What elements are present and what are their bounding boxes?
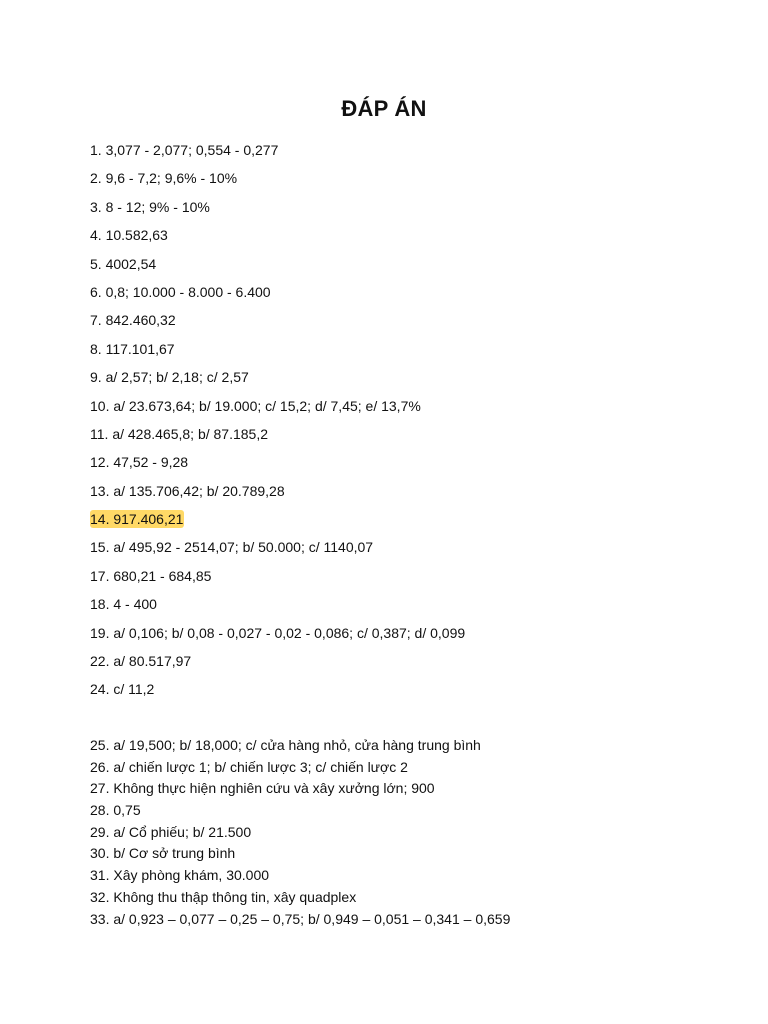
highlighted-answer-text: 14. 917.406,21	[90, 511, 184, 528]
answer-text: 29. a/ Cổ phiếu; b/ 21.500	[90, 823, 252, 840]
answer-text: 6. 0,8; 10.000 - 8.000 - 6.400	[90, 283, 271, 300]
list-item	[90, 650, 730, 678]
answer-text: 28. 0,75	[90, 802, 141, 819]
answer-text: 18. 4 - 400	[90, 596, 157, 613]
list-item	[90, 338, 730, 366]
list-item	[90, 167, 730, 195]
answer-text: 3. 8 - 12; 9% - 10%	[90, 198, 210, 215]
answer-text: 33. a/ 0,923 – 0,077 – 0,25 – 0,75; b/ 0,949 – 0,051 – 0,341 – 0,659	[90, 910, 511, 927]
answer-text: 32. Không thu thập thông tin, xây quadplex	[90, 888, 357, 905]
answer-text: 17. 680,21 - 684,85	[90, 567, 212, 584]
answer-text: 11. a/ 428.465,8; b/ 87.185,2	[90, 425, 269, 442]
list-item	[90, 843, 730, 865]
answer-text: 2. 9,6 - 7,2; 9,6% - 10%	[90, 170, 238, 187]
answer-text: 7. 842.460,32	[90, 312, 176, 329]
answer-text: 31. Xây phòng khám, 30.000	[90, 867, 270, 884]
list-item	[90, 678, 730, 706]
answer-text: 9. a/ 2,57; b/ 2,18; c/ 2,57	[90, 369, 249, 386]
answer-text: 12. 47,52 - 9,28	[90, 454, 189, 471]
answer-text: 25. a/ 19,500; b/ 18,000; c/ cửa hàng nhỏ, cửa hàng trung bình	[90, 737, 481, 753]
answer-text: 22. a/ 80.517,97	[90, 653, 192, 670]
answer-text: 10. a/ 23.673,64; b/ 19.000; c/ 15,2; d/ 7,45; e/ 13,7%	[90, 397, 421, 414]
answer-list-part2	[90, 735, 730, 930]
answer-text: 27. Không thực hiện nghiên cứu và xây xưởng lớn; 900	[90, 780, 435, 797]
list-item	[90, 536, 730, 564]
list-item	[90, 909, 730, 931]
list-item	[90, 565, 730, 593]
answer-text: 8. 117.101,67	[90, 340, 175, 357]
list-item	[90, 196, 730, 224]
answer-text: 13. a/ 135.706,42; b/ 20.789,28	[90, 482, 285, 499]
list-item	[90, 593, 730, 621]
list-item	[90, 822, 730, 844]
page-title: ĐÁP ÁN	[341, 96, 427, 121]
list-item	[90, 735, 730, 757]
answer-list-part1	[90, 139, 730, 707]
list-item	[90, 451, 730, 479]
answer-text: 26. a/ chiến lược 1; b/ chiến lược 3; c/ chiến lược 2	[90, 758, 408, 775]
list-item	[90, 757, 730, 779]
answer-text: 30. b/ Cơ sở trung bình	[90, 845, 236, 862]
list-item	[90, 281, 730, 309]
list-item	[90, 778, 730, 800]
list-item	[90, 622, 730, 650]
answer-text: 19. a/ 0,106; b/ 0,08 - 0,027 - 0,02 - 0,086; c/ 0,387; d/ 0,099	[90, 624, 466, 641]
list-item	[90, 253, 730, 281]
list-item	[90, 309, 730, 337]
list-item	[90, 865, 730, 887]
list-item	[90, 224, 730, 252]
list-item	[90, 395, 730, 423]
list-item	[90, 139, 730, 167]
list-item	[90, 887, 730, 909]
list-item	[90, 423, 730, 451]
answer-text: 4. 10.582,63	[90, 227, 168, 244]
answer-text: 5. 4002,54	[90, 255, 157, 272]
answer-text: 15. a/ 495,92 - 2514,07; b/ 50.000; c/ 1140,07	[90, 539, 374, 556]
list-item	[90, 508, 730, 536]
answer-text: 1. 3,077 - 2,077; 0,554 - 0,277	[90, 142, 279, 158]
list-item	[90, 800, 730, 822]
list-item	[90, 480, 730, 508]
answer-text: 24. c/ 11,2	[90, 681, 155, 698]
list-item	[90, 366, 730, 394]
